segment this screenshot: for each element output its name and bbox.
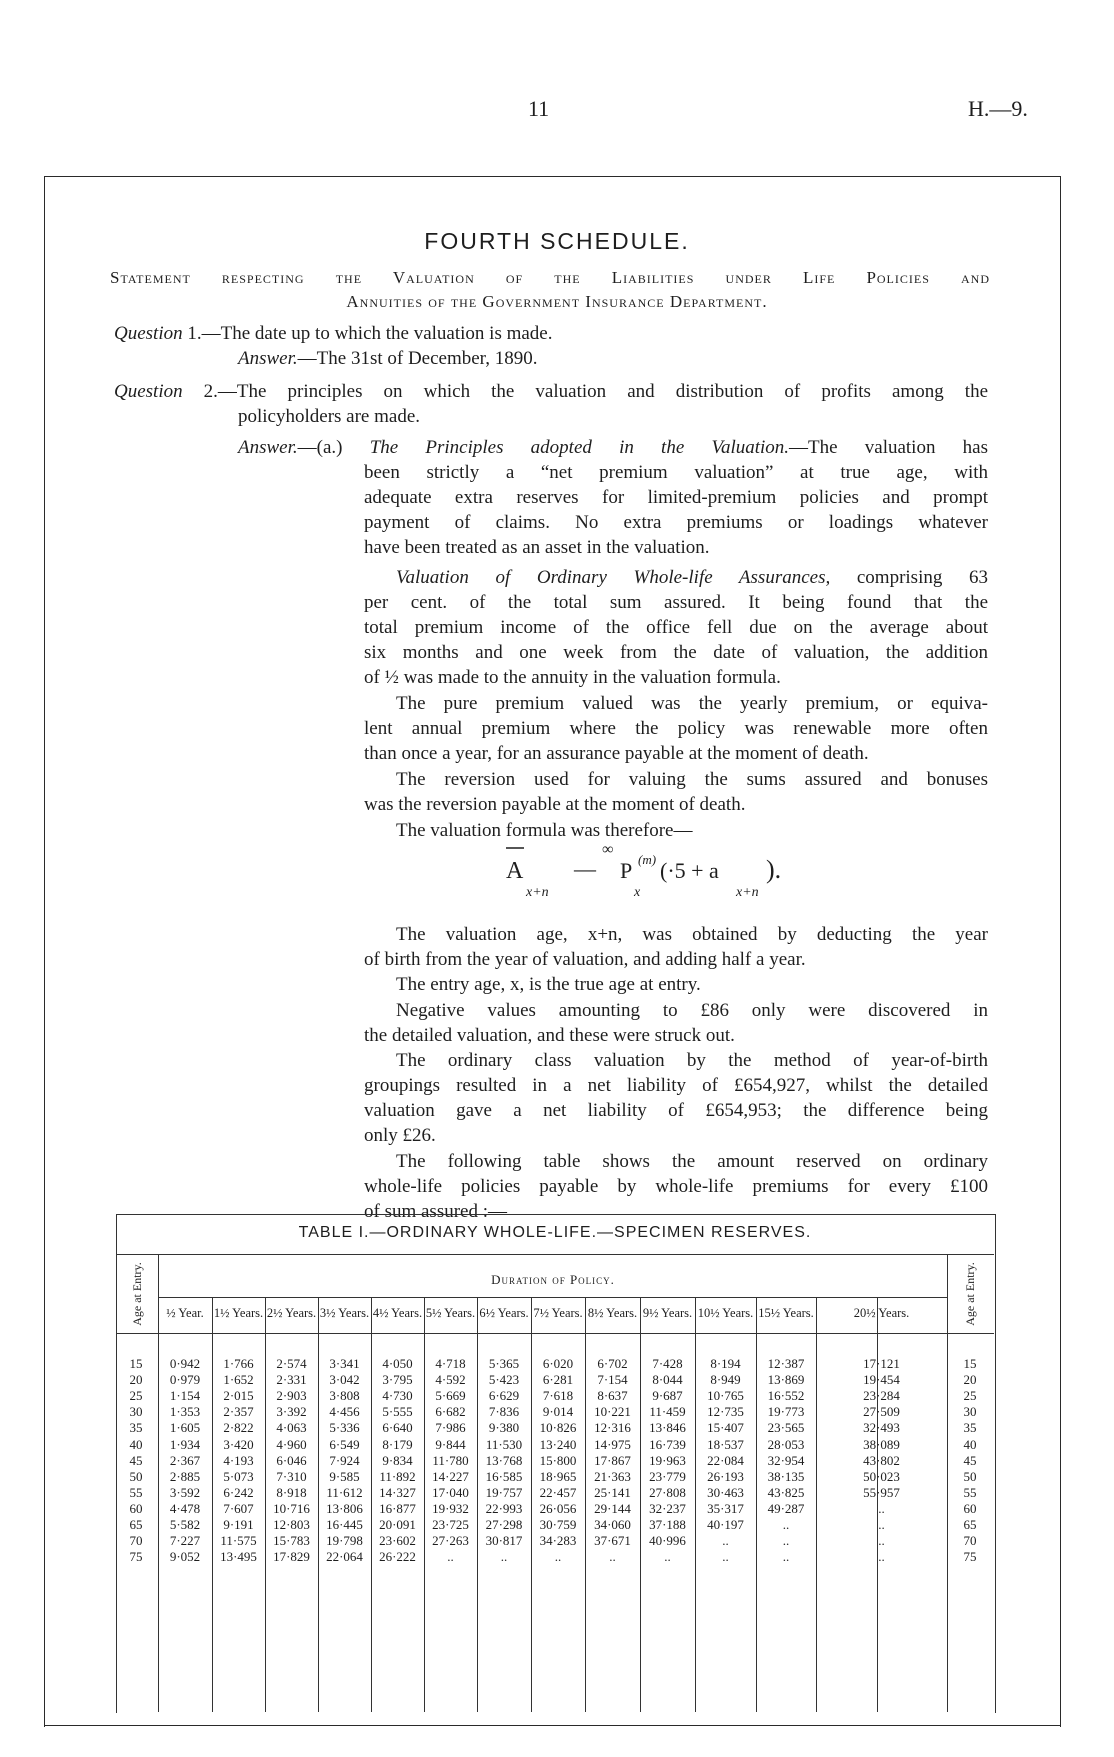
- reserve-value-cell: 10·221: [594, 1404, 631, 1420]
- principles-heading: The Principles adopted in the Valuation.: [369, 437, 790, 458]
- reserve-value-cell: ..: [722, 1533, 729, 1549]
- reserve-value-cell: 18·537: [707, 1436, 744, 1452]
- reserve-value-cell: 1·652: [223, 1372, 254, 1388]
- reserve-value-cell: 5·555: [382, 1404, 413, 1420]
- reserve-value-cell: 38·089: [863, 1436, 900, 1452]
- valuation-para-line2: per cent. of the total sum assured. It being found that the: [364, 592, 988, 613]
- reserve-value-cell: 0·942: [169, 1356, 201, 1371]
- age-cell-left: 15: [129, 1356, 143, 1371]
- reserve-value-cell: 14·227: [432, 1468, 469, 1484]
- ordinary-class-line2: groupings resulted in a net liability of £654,927, whilst the detailed: [364, 1075, 988, 1096]
- reserve-value-cell: 2·574: [276, 1356, 307, 1371]
- reserve-value-cell: 15·783: [273, 1533, 310, 1549]
- reserve-value-cell: 23·725: [432, 1517, 469, 1532]
- reserve-value-cell: 5·423: [488, 1372, 520, 1388]
- age-cell-right: 50: [963, 1468, 977, 1484]
- reserve-value-cell: 19·757: [485, 1484, 523, 1500]
- reserve-value-cell: 2·357: [223, 1404, 254, 1420]
- reserve-value-cell: 38·135: [767, 1468, 805, 1484]
- answer-2-line1: Answer.—(a.) The Principles adopted in the Valuation.—The valuation has: [238, 437, 988, 458]
- age-cell-left: 25: [129, 1388, 143, 1404]
- reserve-value-cell: 4·478: [169, 1500, 201, 1516]
- reserve-value-cell: 7·428: [652, 1356, 683, 1371]
- reserve-value-cell: 3·420: [223, 1436, 254, 1452]
- reserve-value-cell: 40·996: [649, 1533, 686, 1549]
- reserve-value-cell: 40·197: [707, 1517, 744, 1532]
- age-cell-right: 40: [963, 1436, 977, 1452]
- reserve-value-cell: ..: [878, 1549, 885, 1565]
- question-1-text: 1.—The date up to which the valuation is made.: [182, 323, 553, 344]
- reserve-value-cell: 10·826: [539, 1420, 577, 1436]
- reserve-value-cell: 16·585: [485, 1468, 523, 1484]
- age-cell-left: 60: [129, 1500, 143, 1516]
- formula-graphic: [500, 840, 830, 910]
- ordinary-class-line4: only £26.: [364, 1125, 436, 1146]
- age-cell-left: 30: [129, 1404, 143, 1420]
- age-cell-left: 70: [129, 1533, 143, 1549]
- reserve-value-cell: 14·975: [594, 1436, 631, 1452]
- reserve-value-cell: 12·735: [707, 1404, 744, 1420]
- age-header-left: Age at Entry.: [130, 1262, 144, 1326]
- formula-intro: The valuation formula was therefore—: [396, 820, 693, 841]
- reserve-value-cell: 23·602: [379, 1533, 416, 1549]
- question-label: Question: [114, 381, 183, 402]
- reserve-value-cell: 26·056: [539, 1500, 577, 1516]
- reserve-value-cell: 19·963: [649, 1452, 686, 1468]
- reserve-value-cell: 19·773: [767, 1404, 805, 1420]
- reserve-value-cell: 26·193: [707, 1468, 744, 1484]
- answer-label: Answer.: [238, 437, 298, 458]
- reserve-value-cell: 32·237: [649, 1500, 686, 1516]
- reserve-value-cell: 23·779: [649, 1468, 686, 1484]
- reserve-value-cell: 3·341: [329, 1356, 360, 1371]
- reserve-value-cell: 4·050: [382, 1356, 413, 1371]
- reserve-value-cell: 4·456: [329, 1404, 360, 1420]
- age-cell-right: 35: [963, 1420, 977, 1436]
- reserve-value-cell: ..: [878, 1517, 885, 1532]
- valuation-age-line1: The valuation age, x+n, was obtained by deducting the year: [396, 924, 988, 945]
- answer-2-line2: been strictly a “net premium valuation” at true age, with: [364, 462, 988, 483]
- duration-column-header: 2½ Years.: [266, 1306, 317, 1320]
- reserve-value-cell: 30·463: [707, 1484, 744, 1500]
- formula-subx: x: [634, 885, 641, 900]
- reserve-value-cell: ..: [878, 1533, 885, 1549]
- reserve-value-cell: 4·718: [435, 1356, 466, 1371]
- reserve-value-cell: 2·885: [169, 1468, 201, 1484]
- answer-2-line3: adequate extra reserves for limited-premium policies and prompt: [364, 487, 988, 508]
- following-table-line1: The following table shows the amount reserved on ordinary: [396, 1151, 988, 1172]
- reserve-value-cell: 3·042: [329, 1372, 360, 1388]
- age-cell-right: 15: [963, 1356, 977, 1371]
- reserve-value-cell: 10·765: [707, 1388, 744, 1404]
- ordinary-class-line3: valuation gave a net liability of £654,953; the difference being: [364, 1100, 988, 1121]
- reserve-value-cell: 12·316: [594, 1420, 631, 1436]
- reserve-value-cell: 14·327: [379, 1484, 416, 1500]
- duration-column-header: 6½ Years.: [479, 1306, 529, 1320]
- age-cell-right: 30: [963, 1404, 977, 1420]
- answer-2-line5: have been treated as an asset in the valuation.: [364, 537, 710, 558]
- reserve-value-cell: 19·454: [863, 1372, 900, 1388]
- reserve-value-cell: 8·179: [382, 1436, 413, 1452]
- reserve-value-cell: 1·154: [169, 1388, 201, 1404]
- question-2-line2: policyholders are made.: [238, 406, 421, 427]
- reserve-value-cell: 3·592: [169, 1484, 201, 1500]
- reserve-value-cell: ..: [782, 1549, 790, 1565]
- age-cell-right: 25: [963, 1388, 977, 1404]
- reserve-value-cell: 10·716: [273, 1500, 310, 1516]
- reserve-value-cell: 16·445: [326, 1517, 363, 1532]
- age-cell-left: 20: [129, 1372, 143, 1388]
- reserve-value-cell: 27·509: [863, 1404, 900, 1420]
- reserve-value-cell: 5·582: [169, 1517, 201, 1532]
- reserve-value-cell: ..: [500, 1549, 508, 1565]
- reserve-value-cell: 7·310: [276, 1468, 307, 1484]
- duration-column-header: 8½ Years.: [587, 1306, 638, 1320]
- reserve-value-cell: 17·040: [432, 1484, 469, 1500]
- page-number: 11: [528, 96, 550, 121]
- reserve-value-cell: 9·191: [223, 1517, 254, 1532]
- reserve-value-cell: 7·836: [488, 1404, 520, 1420]
- column-header-rule: [116, 1333, 994, 1334]
- reserve-value-cell: ..: [609, 1549, 616, 1565]
- reserve-value-cell: 5·073: [223, 1468, 254, 1484]
- question-2-text: 2.—The principles on which the valuation and distribution of profits among the: [182, 381, 988, 402]
- age-cell-right: 45: [963, 1452, 977, 1468]
- reserve-value-cell: 8·637: [597, 1388, 628, 1404]
- following-table-line2: whole-life policies payable by whole-life premiums for every £100: [364, 1176, 988, 1197]
- reserve-value-cell: 7·986: [435, 1420, 466, 1436]
- reserve-value-cell: 34·283: [539, 1533, 577, 1549]
- reserve-value-cell: 11·780: [432, 1452, 469, 1468]
- reserve-value-cell: 1·934: [169, 1436, 201, 1452]
- reserve-value-cell: 5·669: [435, 1388, 466, 1404]
- reserve-value-cell: 8·918: [276, 1484, 307, 1500]
- reserve-value-cell: 8·044: [652, 1372, 683, 1388]
- reserve-value-cell: 55·957: [863, 1484, 900, 1500]
- age-cell-left: 55: [129, 1484, 143, 1500]
- reserve-value-cell: 35·317: [707, 1500, 744, 1516]
- reserve-value-cell: 16·877: [379, 1500, 416, 1516]
- reserve-value-cell: 2·015: [223, 1388, 254, 1404]
- reserve-value-cell: 3·795: [382, 1372, 413, 1388]
- reserve-value-cell: 5·365: [488, 1356, 520, 1371]
- reserve-value-cell: 22·993: [485, 1500, 523, 1516]
- answer-label: Answer.: [238, 348, 298, 369]
- pure-premium-line1: The pure premium valued was the yearly premium, or equiva-: [396, 693, 988, 714]
- reserve-value-cell: 19·932: [432, 1500, 469, 1516]
- pure-premium-line3: than once a year, for an assurance payable at the moment of death.: [364, 743, 869, 764]
- reserve-value-cell: 13·768: [485, 1452, 523, 1468]
- reserve-value-cell: 22·064: [326, 1549, 363, 1565]
- reserve-value-cell: 7·227: [169, 1533, 201, 1549]
- reserve-value-cell: 4·063: [276, 1420, 307, 1436]
- age-cell-left: 35: [129, 1420, 143, 1436]
- reserve-value-cell: 6·682: [435, 1404, 466, 1420]
- duration-column-header: 5½ Years.: [425, 1306, 476, 1320]
- reserve-value-cell: 2·331: [276, 1372, 307, 1388]
- negative-values-line1: Negative values amounting to £86 only were discovered in: [396, 1000, 988, 1021]
- reserve-value-cell: 6·640: [382, 1420, 413, 1436]
- age-cell-right: 20: [963, 1372, 977, 1388]
- reserve-value-cell: 9·844: [435, 1436, 466, 1452]
- reserve-value-cell: 43·802: [863, 1452, 900, 1468]
- reserve-value-cell: 13·846: [649, 1420, 686, 1436]
- schedule-title: FOURTH SCHEDULE.: [424, 228, 690, 254]
- formula-sub2: x+n: [736, 885, 759, 900]
- reserve-value-cell: 4·193: [223, 1452, 254, 1468]
- reserve-value-cell: 17·829: [273, 1549, 310, 1565]
- formula-close: ).: [766, 855, 782, 884]
- reserve-value-cell: ..: [554, 1549, 562, 1565]
- document-reference: H.—9.: [968, 96, 1028, 121]
- reserve-value-cell: 11·575: [220, 1533, 257, 1549]
- reserve-value-cell: 4·592: [435, 1372, 466, 1388]
- reserve-value-cell: 6·281: [542, 1372, 574, 1388]
- reserve-value-cell: 17·867: [594, 1452, 631, 1468]
- reserve-value-cell: 7·618: [542, 1388, 574, 1404]
- reserve-value-cell: 3·808: [329, 1388, 360, 1404]
- reserve-value-cell: 37·188: [649, 1517, 686, 1532]
- reserve-value-cell: 13·495: [220, 1549, 257, 1565]
- reserve-value-cell: 15·800: [539, 1452, 577, 1468]
- reserve-value-cell: 17·121: [863, 1356, 900, 1371]
- formula-infinity: ∞: [602, 841, 614, 858]
- reserve-value-cell: 23·284: [863, 1388, 900, 1404]
- valuation-para-line3: total premium income of the office fell due on the average about: [364, 617, 988, 638]
- ordinary-class-line1: The ordinary class valuation by the method of year-of-birth: [396, 1050, 988, 1071]
- negative-values-line2: the detailed valuation, and these were struck out.: [364, 1025, 735, 1046]
- table-title: TABLE I.—ORDINARY WHOLE-LIFE.—SPECIMEN RESERVES.: [298, 1224, 812, 1241]
- reserve-value-cell: ..: [447, 1549, 454, 1565]
- reserve-value-cell: 9·585: [329, 1468, 360, 1484]
- valuation-age-line2: of birth from the year of valuation, and adding half a year.: [364, 949, 806, 970]
- formula-paren: (·5 + a: [660, 858, 719, 883]
- reserve-value-cell: 27·298: [485, 1517, 523, 1532]
- reserve-value-cell: ..: [782, 1517, 790, 1532]
- reserve-value-cell: 22·457: [539, 1484, 577, 1500]
- age-cell-right: 75: [963, 1549, 977, 1565]
- reserve-value-cell: 25·141: [594, 1484, 631, 1500]
- question-1: [114, 321, 553, 346]
- reserve-value-cell: 19·798: [326, 1533, 363, 1549]
- reserve-value-cell: 22·084: [707, 1452, 744, 1468]
- reserve-value-cell: 11·530: [485, 1436, 523, 1452]
- reserve-value-cell: 18·965: [539, 1468, 577, 1484]
- reversion-line1: The reversion used for valuing the sums assured and bonuses: [396, 769, 988, 790]
- reserve-value-cell: 9·834: [382, 1452, 413, 1468]
- duration-column-header: 7½ Years.: [533, 1306, 583, 1320]
- reversion-line2: was the reversion payable at the moment of death.: [364, 794, 746, 815]
- reserve-value-cell: 27·263: [432, 1533, 469, 1549]
- reserve-value-cell: 23·565: [767, 1420, 805, 1436]
- entry-age-line: The entry age, x, is the true age at entry.: [396, 974, 701, 995]
- reserve-value-cell: 12·387: [767, 1356, 805, 1371]
- duration-column-header: 15½ Years.: [758, 1306, 814, 1320]
- reserve-value-cell: 5·336: [329, 1420, 360, 1436]
- reserve-value-cell: ..: [664, 1549, 671, 1565]
- table-age-column-rule: [947, 1254, 948, 1712]
- reserve-value-cell: 11·612: [326, 1484, 363, 1500]
- reserve-value-cell: ..: [878, 1500, 885, 1516]
- reserve-value-cell: 50·023: [863, 1468, 900, 1484]
- reserve-value-cell: 6·549: [329, 1436, 360, 1452]
- table-title-rule: [116, 1254, 994, 1255]
- reserve-value-cell: 7·154: [597, 1372, 628, 1388]
- answer-1: [238, 346, 538, 371]
- reserve-value-cell: 3·392: [276, 1404, 307, 1420]
- duration-column-header: 1½ Years.: [213, 1306, 264, 1320]
- reserve-value-cell: 37·671: [594, 1533, 631, 1549]
- reserve-value-cell: 49·287: [767, 1500, 805, 1516]
- question-label: Question: [114, 323, 183, 344]
- reserve-value-cell: 13·806: [326, 1500, 363, 1516]
- duration-column-header: 10½ Years.: [697, 1306, 754, 1320]
- formula-p: P: [620, 858, 633, 883]
- pure-premium-line2: lent annual premium where the policy was renewable more often: [364, 718, 988, 739]
- following-table-line3: of sum assured :—: [364, 1201, 508, 1222]
- reserve-value-cell: 9·380: [488, 1420, 520, 1436]
- reserve-value-cell: 7·607: [223, 1500, 254, 1516]
- reserve-value-cell: 11·892: [379, 1468, 416, 1484]
- reserve-value-cell: 26·222: [379, 1549, 416, 1565]
- valuation-heading: Valuation of Ordinary Whole-life Assurances,: [396, 567, 831, 588]
- reserve-value-cell: 9·014: [542, 1404, 574, 1420]
- valuation-para-line5: of ½ was made to the annuity in the valuation formula.: [364, 667, 781, 688]
- valuation-para-line4: six months and one week from the date of valuation, the addition: [364, 642, 988, 663]
- question-2-line1: [114, 379, 988, 404]
- reserve-value-cell: 27·808: [649, 1484, 686, 1500]
- schedule-subtitle-line1: Statement respecting the Valuation of the Liabilities under Life Policies and: [110, 268, 990, 287]
- reserve-value-cell: 29·144: [594, 1500, 631, 1516]
- valuation-para-line1: Valuation of Ordinary Whole-life Assurances, comprising 63: [396, 567, 988, 588]
- duration-column-header: 9½ Years.: [642, 1306, 693, 1320]
- age-cell-left: 40: [129, 1436, 143, 1452]
- reserve-value-cell: 2·822: [223, 1420, 254, 1436]
- duration-header: Duration of Policy.: [491, 1272, 615, 1287]
- duration-header-rule: [158, 1297, 947, 1298]
- age-cell-left: 50: [129, 1468, 143, 1484]
- reserve-value-cell: 2·903: [276, 1388, 307, 1404]
- duration-column-header: 3½ Years.: [319, 1306, 370, 1320]
- formula-a: A: [506, 858, 524, 884]
- reserve-value-cell: 6·629: [488, 1388, 520, 1404]
- reserve-value-cell: 4·730: [382, 1388, 413, 1404]
- duration-column-header: 4½ Years.: [372, 1306, 423, 1320]
- reserve-value-cell: 9·052: [169, 1549, 201, 1565]
- reserve-value-cell: 13·869: [767, 1372, 805, 1388]
- reserve-value-cell: 16·552: [767, 1388, 805, 1404]
- reserve-value-cell: ..: [722, 1549, 729, 1565]
- formula-m: (m): [638, 852, 657, 867]
- reserve-value-cell: 1·766: [223, 1356, 254, 1371]
- reserve-value-cell: 20·091: [379, 1517, 416, 1532]
- reserve-value-cell: 15·407: [707, 1420, 744, 1436]
- age-cell-right: 65: [963, 1517, 977, 1532]
- formula-minus: —: [574, 856, 596, 881]
- reserve-value-cell: 6·702: [597, 1356, 628, 1371]
- reserve-value-cell: 9·687: [652, 1388, 683, 1404]
- reserve-value-cell: 32·493: [863, 1420, 900, 1436]
- reserve-value-cell: 6·020: [542, 1356, 574, 1371]
- valuation-formula: [500, 840, 830, 910]
- reserve-value-cell: 8·949: [710, 1372, 741, 1388]
- formula-sub1: x+n: [526, 885, 549, 900]
- age-cell-right: 70: [963, 1533, 977, 1549]
- age-cell-left: 75: [129, 1549, 143, 1565]
- answer-1-text: —The 31st of December, 1890.: [297, 348, 538, 369]
- age-cell-right: 55: [963, 1484, 977, 1500]
- reserve-value-cell: 11·459: [649, 1404, 686, 1420]
- duration-column-header: 20½ Years.: [853, 1306, 910, 1320]
- answer-2-line4: payment of claims. No extra premiums or loadings whatever: [364, 512, 988, 533]
- reserve-value-cell: 32·954: [767, 1452, 805, 1468]
- reserve-value-cell: 4·960: [276, 1436, 307, 1452]
- reserve-value-cell: 6·046: [276, 1452, 307, 1468]
- reserve-value-cell: 0·979: [169, 1372, 201, 1388]
- duration-column-header: ½ Year.: [166, 1306, 204, 1320]
- reserve-value-cell: 30·759: [539, 1517, 577, 1532]
- age-cell-right: 60: [963, 1500, 977, 1516]
- reserve-value-cell: 12·803: [273, 1517, 310, 1532]
- reserve-value-cell: 21·363: [594, 1468, 631, 1484]
- age-cell-left: 45: [129, 1452, 143, 1468]
- reserve-value-cell: 16·739: [649, 1436, 686, 1452]
- reserve-value-cell: 7·924: [329, 1452, 360, 1468]
- reserve-value-cell: 6·242: [223, 1484, 254, 1500]
- reserve-value-cell: 8·194: [710, 1356, 741, 1371]
- reserve-value-cell: 30·817: [485, 1533, 523, 1549]
- reserve-value-cell: 28·053: [767, 1436, 805, 1452]
- reserve-value-cell: 34·060: [594, 1517, 631, 1532]
- schedule-subtitle-line2: Annuities of the Government Insurance Department.: [346, 292, 768, 311]
- reserve-value-cell: 13·240: [539, 1436, 577, 1452]
- age-header-right: Age at Entry.: [963, 1262, 977, 1326]
- reserve-value-cell: ..: [782, 1533, 790, 1549]
- reserve-value-cell: 1·353: [169, 1404, 201, 1420]
- reserve-value-cell: 2·367: [169, 1452, 201, 1468]
- page-frame-bottom-rule: [44, 1725, 1061, 1726]
- age-cell-left: 65: [129, 1517, 143, 1532]
- reserve-value-cell: 43·825: [767, 1484, 805, 1500]
- reserve-value-cell: 1·605: [169, 1420, 201, 1436]
